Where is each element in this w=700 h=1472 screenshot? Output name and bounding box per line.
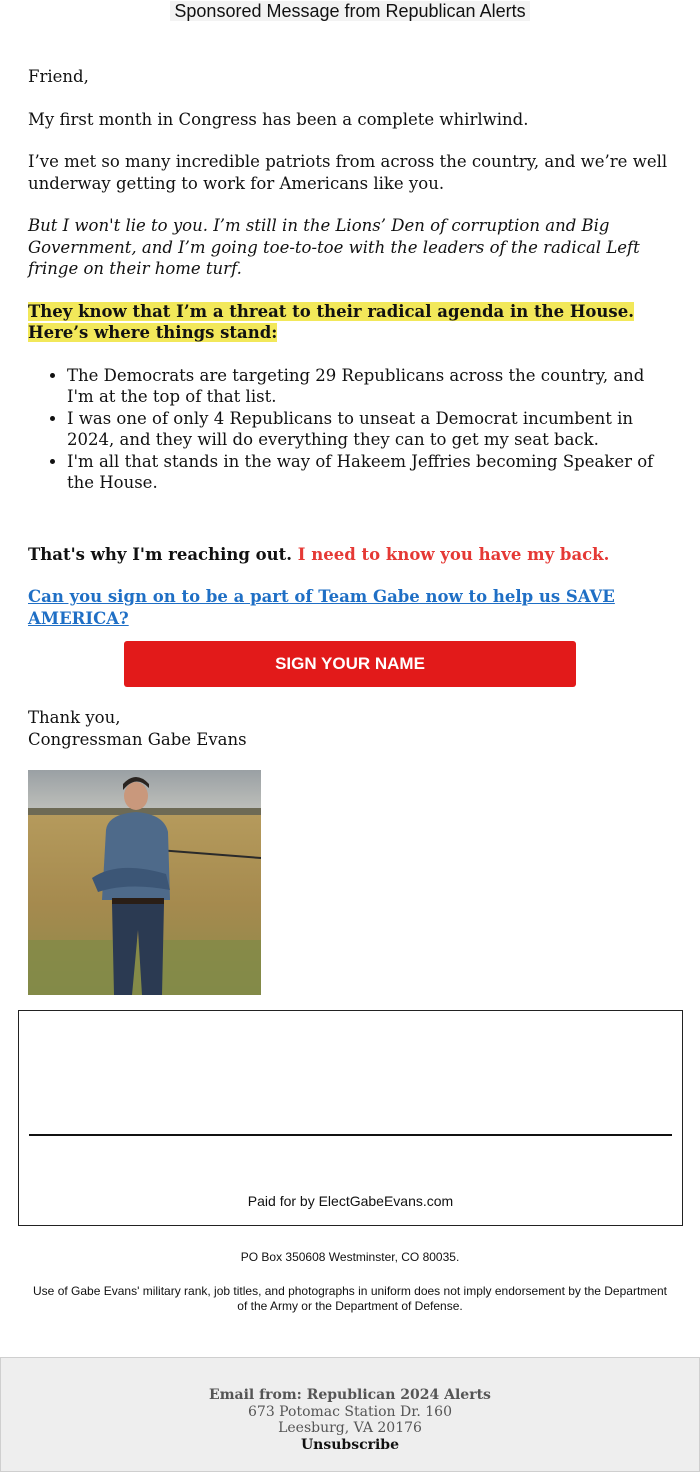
paragraph-patriots: I’ve met so many incredible patriots from across the country, and we’re well underway getting to work for Americans like you. bbox=[28, 152, 668, 193]
footer-address-line1: 673 Potomac Station Dr. 160 bbox=[248, 1403, 452, 1420]
highlighted-text: They know that I’m a threat to their radical agenda in the House. Here’s where things stand: bbox=[28, 301, 634, 342]
thanks-text: Thank you, bbox=[28, 708, 121, 727]
sponsored-header bbox=[0, 0, 700, 22]
unsubscribe-link[interactable]: Unsubscribe bbox=[300, 1436, 400, 1453]
sign-off bbox=[28, 707, 247, 750]
legal-disclaimer: Use of Gabe Evans' military rank, job titles, and photographs in uniform does not imply endorsement by the Department of the Army or the Department of Defense. bbox=[33, 1284, 667, 1313]
list-item: • I was one of only 4 Republicans to unseat a Democrat incumbent in 2024, and they will do everything they can to get my seat back. bbox=[67, 408, 674, 451]
divider bbox=[29, 1134, 672, 1136]
email-from: Email from: Republican 2024 Alerts bbox=[209, 1387, 491, 1403]
signature: Congressman Gabe Evans bbox=[28, 729, 247, 749]
paragraph-lions-den: But I won't lie to you. I’m still in the Lions’ Den of corruption and Big Government, and I’m going toe-to-toe with the leaders of the radical Left fringe on their home turf. bbox=[28, 216, 640, 278]
have-my-back-text: I need to know you have my back. bbox=[297, 544, 610, 564]
letter-body bbox=[28, 66, 674, 650]
email-footer bbox=[0, 1357, 700, 1472]
reaching-out-text: That's why I'm reaching out. bbox=[28, 544, 293, 564]
paid-for-box bbox=[18, 1010, 683, 1226]
paid-for-text: Paid for by ElectGabeEvans.com bbox=[247, 1193, 454, 1209]
sign-your-name-button[interactable]: SIGN YOUR NAME bbox=[124, 641, 576, 687]
highlighted-statement bbox=[28, 301, 674, 344]
list-item: • I'm all that stands in the way of Hakeem Jeffries becoming Speaker of the House. bbox=[67, 451, 674, 494]
footer-address-line2: Leesburg, VA 20176 bbox=[278, 1420, 422, 1436]
po-box-address: PO Box 350608 Westminster, CO 80035. bbox=[240, 1250, 460, 1264]
paragraph-first-month: My first month in Congress has been a complete whirlwind. bbox=[28, 109, 529, 129]
greeting: Friend, bbox=[28, 67, 89, 86]
team-gabe-link[interactable]: Can you sign on to be a part of Team Gabe now to help us SAVE AMERICA? bbox=[28, 587, 615, 628]
candidate-photo bbox=[28, 770, 261, 995]
list-item: • The Democrats are targeting 29 Republicans across the country, and I'm at the top of that list. bbox=[67, 365, 674, 408]
sponsored-title: Sponsored Message from Republican Alerts bbox=[170, 1, 529, 21]
reaching-out-line bbox=[28, 544, 674, 566]
bullet-list bbox=[28, 365, 674, 494]
